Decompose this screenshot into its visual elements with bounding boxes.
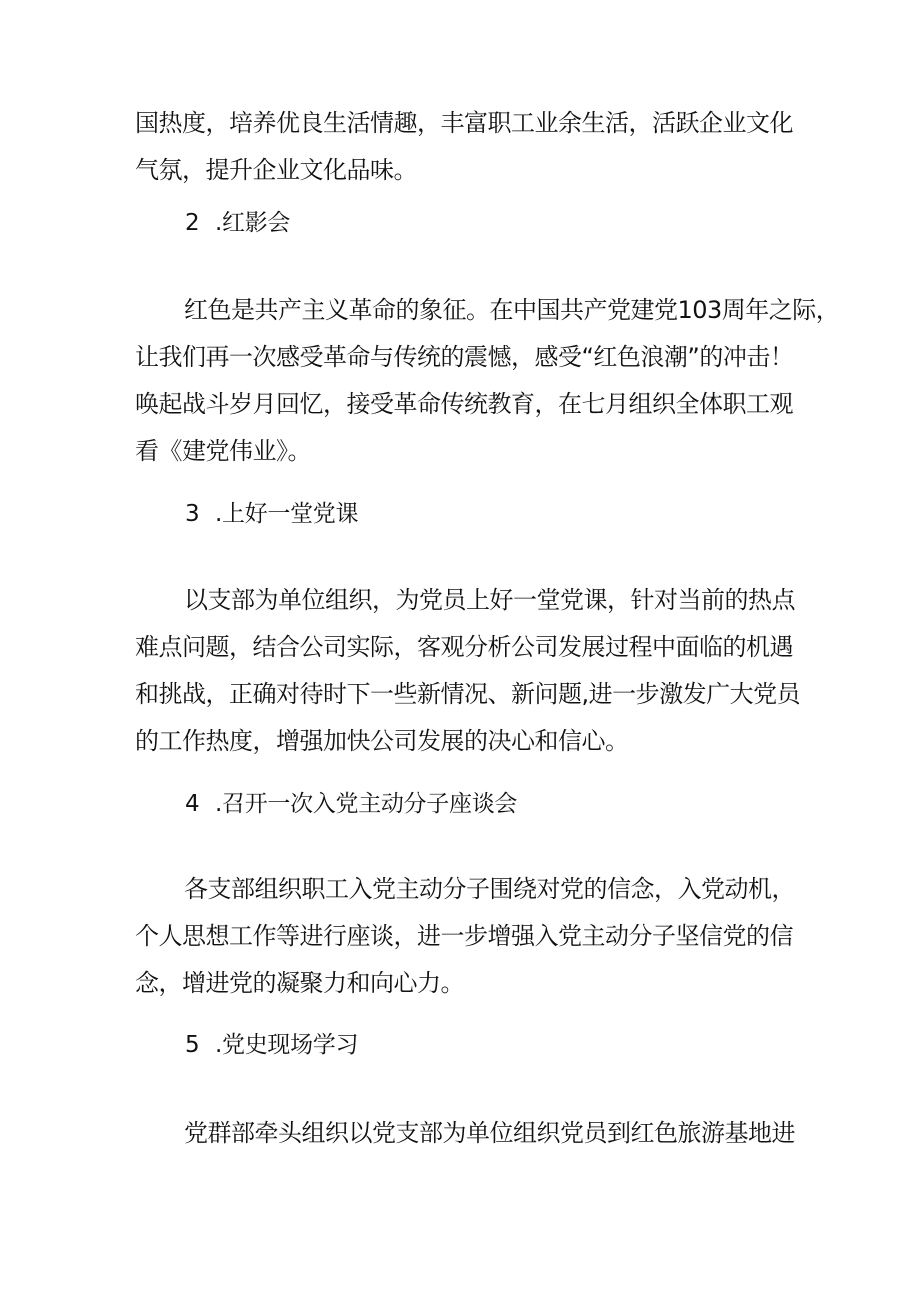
section-4-paragraph [135,866,795,1007]
section-5-heading [185,1025,358,1065]
section-3-paragraph [135,577,801,765]
text-line: 和挑战，正确对待时下一些新情况、新问题,进一步激发广大党员 [135,680,801,708]
section-number: 2 [185,210,200,236]
text-line: 的工作热度，增强加快公司发展的决心和信心。 [135,727,629,755]
text-line: 各支部组织职工入党主动分子围绕对党的信念，入党动机， [184,875,795,903]
section-number: 3 [185,501,200,527]
section-title: .召开一次入党主动分子座谈会 [215,791,518,817]
text-line: 念，增进党的凝聚力和向心力。 [135,969,464,997]
section-title: .红影会 [215,210,291,236]
text-line: 难点问题，结合公司实际，客观分析公司发展过程中面临的机遇 [135,633,793,661]
section-2-heading [185,203,290,243]
text-line: 红色是共产主义革命的象征。在中国共产党建党103周年之际， [184,296,840,324]
text-line: 看《建党伟业》。 [135,437,311,465]
text-line: 党群部牵头组织以党支部为单位组织党员到红色旅游基地进 [184,1119,795,1147]
section-4-heading [185,784,517,824]
text-line: 个人思想工作等进行座谈，进一步增强入党主动分子坚信党的信 [135,922,793,950]
section-title: .上好一堂党课 [215,501,359,527]
text-line: 唤起战斗岁月回忆，接受革命传统教育，在七月组织全体职工观 [135,390,793,418]
section-number: 5 [185,1032,200,1058]
section-number: 4 [185,791,200,817]
section-3-heading [185,494,358,534]
intro-paragraph [135,100,795,194]
text-line: 国热度，培养优良生活情趣，丰富职工业余生活，活跃企业文化 [135,109,793,137]
text-line: 以支部为单位组织，为党员上好一堂党课，针对当前的热点 [184,586,795,614]
text-line: 让我们再一次感受革命与传统的震憾，感受“红色浪潮”的冲击！ [135,343,794,371]
section-2-paragraph [135,287,840,475]
section-5-paragraph [135,1110,795,1157]
text-line: 气氛，提升企业文化品味。 [135,156,417,184]
section-title: .党史现场学习 [215,1032,359,1058]
